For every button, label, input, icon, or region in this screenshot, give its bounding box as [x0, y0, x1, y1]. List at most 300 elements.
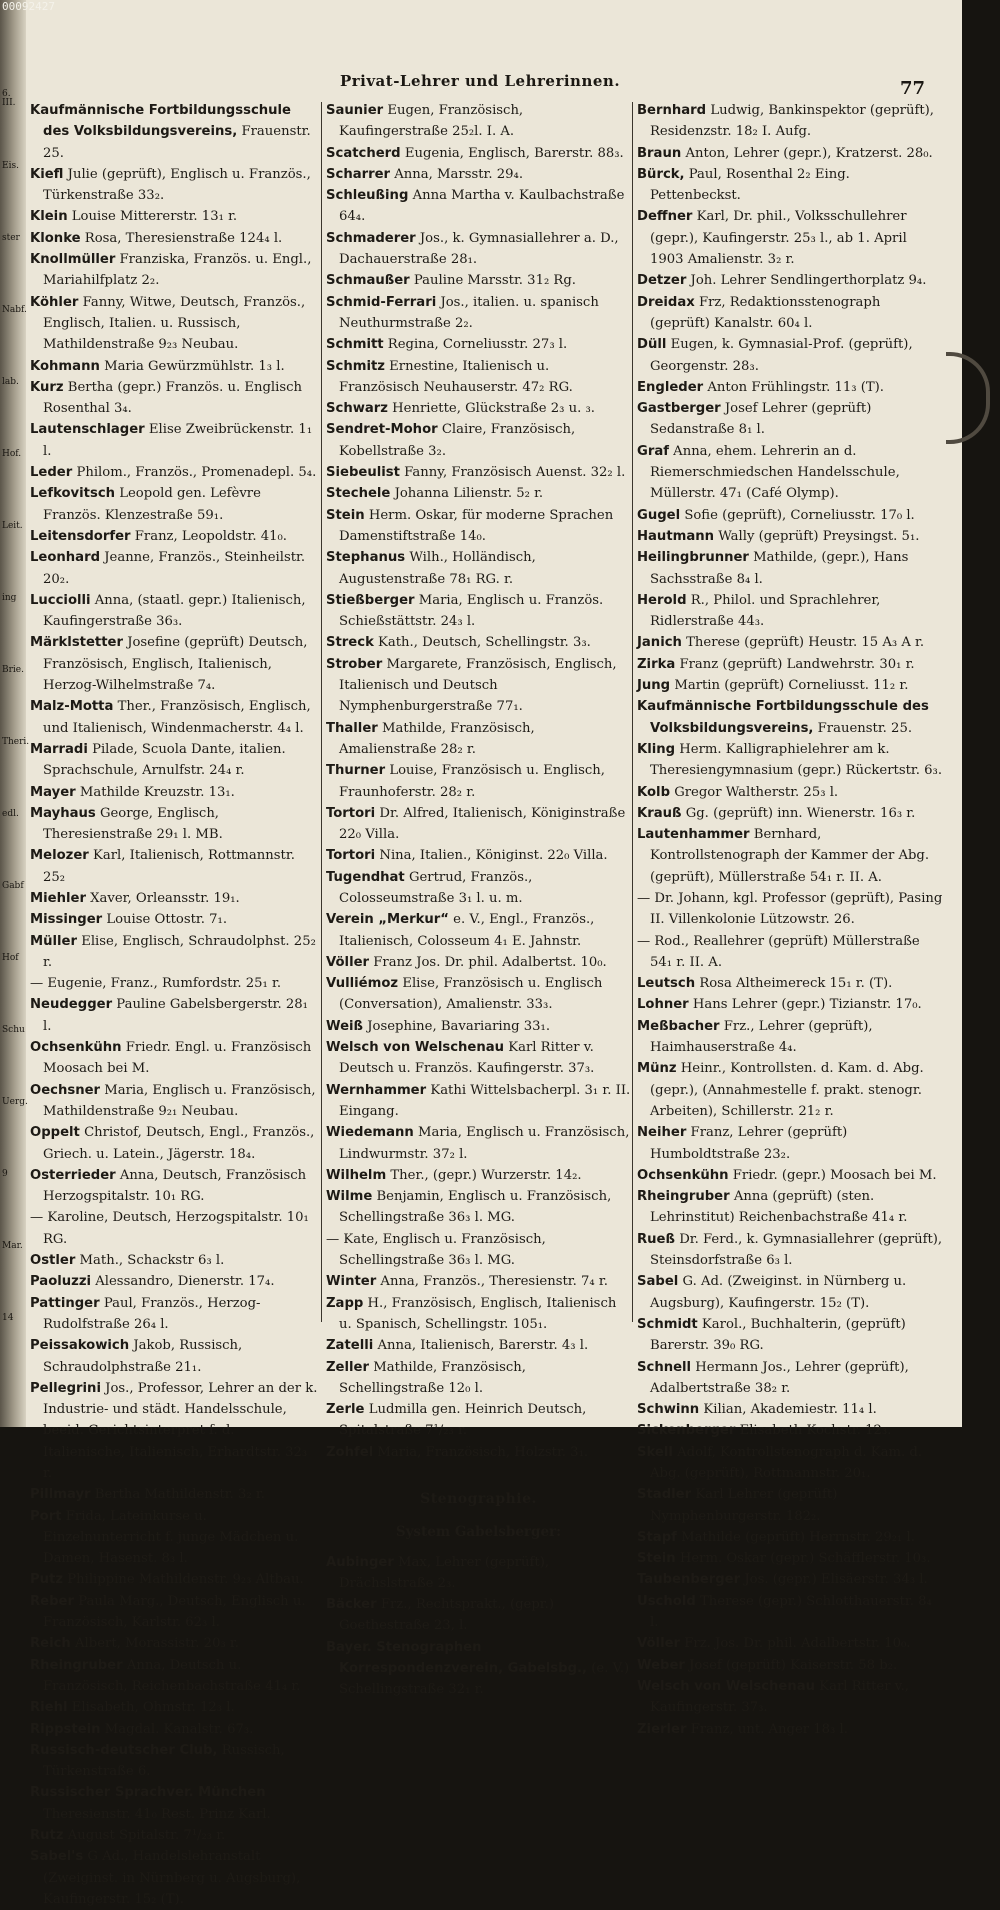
entry-name: Wilme — [326, 1189, 373, 1205]
entry-name: Pellegrini — [30, 1380, 101, 1396]
entry-name: Heilingbrunner — [637, 550, 749, 566]
entry-details: Herm. Oskar, für moderne Sprachen Damenstiftstraße 14₀. — [339, 507, 614, 544]
entry-details: Anna, Deutsch u. Französisch, Reichenbachstraße 41₄ r. — [43, 1657, 301, 1694]
entry-name: Tortori — [326, 848, 376, 864]
entry-name: Tugendhat — [326, 869, 405, 885]
gutter-fragment: Gabf — [2, 881, 24, 891]
entry-name: Rheingruber — [30, 1657, 123, 1673]
entry-details: Philom., Französ., Promenadepl. 5₄. — [76, 465, 317, 481]
entry-details: Kathi Wittelsbacherpl. 3₁ r. II. Eingang. — [339, 1082, 631, 1119]
entry-details: Rosa, Theresienstraße 124₄ l. — [84, 230, 283, 246]
entry-name: Kohmann — [30, 358, 100, 374]
entry-details: Gertrud, Französ., Colosseumstraße 3₁ l. u. m. — [339, 869, 533, 906]
directory-entry — [30, 888, 320, 909]
entry-name: Kolb — [637, 784, 671, 800]
entry-name: Melozer — [30, 848, 89, 864]
directory-entry — [637, 526, 943, 547]
entry-details: Math., Schackstr 6₃ l. — [79, 1253, 225, 1269]
directory-entry — [326, 1080, 631, 1123]
entry-details: Rosa Altheimereck 15₁ r. (T). — [699, 976, 893, 992]
entry-name: Lautenschlager — [30, 422, 145, 438]
entry-name: Schmitt — [326, 337, 384, 353]
entry-details: Gregor Waltherstr. 25₃ l. — [674, 784, 839, 800]
page-number: 77 — [900, 78, 926, 99]
directory-entry — [326, 398, 631, 419]
entry-name: Russischer Sprachver. München — [30, 1785, 266, 1801]
entry-details: Anna Martha v. Kaulbachstraße 64₄. — [339, 188, 625, 225]
directory-entry — [30, 377, 320, 420]
entry-name: Ochsenkühn — [30, 1040, 122, 1056]
directory-entry — [326, 1229, 631, 1272]
directory-entry — [637, 590, 943, 633]
directory-entry — [637, 931, 943, 974]
entry-name: Klonke — [30, 230, 81, 246]
entry-name: Putz — [30, 1572, 64, 1588]
gutter-fragment: Nabf. — [2, 305, 27, 315]
directory-entry — [30, 931, 320, 974]
entry-name: Peissakowich — [30, 1338, 130, 1354]
column-1 — [30, 100, 320, 1910]
entry-name: Meßbacher — [637, 1018, 720, 1034]
directory-entry — [326, 1016, 631, 1037]
directory-entry — [326, 973, 631, 1016]
entry-name: Bayer. Stenographen Korrespondenzverein, Gabelsbg., — [326, 1639, 588, 1677]
entry-details: Regina, Corneliusstr. 27₃ l. — [387, 337, 568, 353]
directory-entry — [30, 803, 320, 846]
directory-entry — [637, 696, 943, 739]
entry-details: Philippine Mathildenstr. 9₂₃ Altbau. — [67, 1572, 304, 1588]
entry-details: Max, Lehrer (geprüft), Drächslstraße 2₃. — [339, 1554, 550, 1591]
entry-name: Rippstein — [30, 1721, 101, 1737]
entry-details: Maria, Englisch u. Französ. Schießstättstr. 24₃ l. — [339, 592, 604, 630]
directory-entry — [326, 462, 631, 483]
entry-name: Köhler — [30, 294, 79, 310]
gutter-fragment: ster — [2, 233, 20, 243]
entry-details: Herm. Oskar (gepr.) Schäfflerstr. 10₃. — [679, 1551, 931, 1567]
column-2-steno-entries — [326, 1552, 631, 1701]
directory-entry — [637, 1591, 943, 1634]
entry-name: Krauß — [637, 805, 682, 821]
entry-name: Stadler — [637, 1487, 692, 1503]
entry-name: Bürck, — [637, 166, 685, 182]
entry-details: — Eugenie, Franz., Rumfordstr. 25₁ r. — [30, 976, 282, 992]
directory-entry — [30, 1697, 320, 1718]
gutter-fragment: Mar. — [2, 1241, 23, 1251]
entry-details: G. Ad. (Zweiginst. in Nürnberg u. Augsburg), Kaufingerstr. 15₂ (T). — [650, 1274, 907, 1311]
entry-details: Nina, Italien., Königinst. 22₀ Villa. — [379, 848, 608, 864]
gutter-fragment: ing — [2, 593, 17, 603]
directory-entry — [326, 1293, 631, 1336]
entry-name: Leitensdorfer — [30, 528, 131, 544]
directory-entry — [30, 1569, 320, 1590]
entry-details: Wilh., Holländisch, Augustenstraße 78₁ RG. r. — [339, 550, 536, 587]
entry-details: G Ad., Handelslehranstalt (Zweiginst. in Nürnberg u. Augsburg), Kaufingerstr. 15₂ (T). — [43, 1849, 301, 1907]
directory-entry — [30, 1122, 320, 1165]
entry-details: Frz, Redaktionsstenograph (geprüft) Kanalstr. 60₄ l. — [650, 294, 881, 331]
entry-details: e. V., Engl., Französ., Italienisch, Colosseum 4₁ E. Jahnstr. — [339, 912, 595, 949]
directory-entry — [326, 952, 631, 973]
entry-name: Aubinger — [326, 1554, 394, 1570]
entry-details: — Rod., Reallehrer (geprüft) Müllerstraße 54₁ r. II. A. — [637, 933, 920, 970]
entry-details: Maria, Englisch u. Französisch, Mathildenstraße 9₂₁ Neubau. — [43, 1082, 316, 1119]
directory-entry — [30, 526, 320, 547]
directory-entry — [326, 1637, 631, 1701]
entry-name: Zierler — [637, 1721, 687, 1737]
entry-name: Streck — [326, 635, 374, 651]
entry-details: — Dr. Johann, kgl. Professor (geprüft), Pasing II. Villenkolonie Lützowstr. 26. — [637, 890, 943, 928]
gutter-fragment: Leit. — [2, 521, 23, 531]
entry-name: Rheingruber — [637, 1189, 730, 1205]
directory-entry — [637, 739, 943, 782]
entry-name: Port — [30, 1508, 62, 1524]
entry-name: Leutsch — [637, 976, 696, 992]
entry-name: Kling — [637, 741, 676, 757]
directory-entry — [637, 1058, 943, 1122]
directory-entry — [326, 1594, 631, 1637]
directory-entry — [30, 1080, 320, 1123]
entry-details: Sofie (geprüft), Corneliusstr. 17₀ l. — [684, 507, 915, 523]
entry-details: Paul, Französ., Herzog-Rudolfstraße 26₄ l. — [43, 1295, 261, 1332]
directory-entry — [30, 1335, 320, 1378]
entry-details: Maria Gewürzmühlstr. 1₃ l. — [104, 358, 285, 374]
gutter-fragment: Brie. — [2, 665, 24, 675]
entry-details: Pauline Marsstr. 31₂ Rg. — [413, 273, 576, 289]
entry-name: Müller — [30, 933, 77, 949]
entry-name: Reber — [30, 1593, 74, 1609]
entry-name: Stechele — [326, 486, 391, 502]
directory-entry — [637, 1165, 943, 1186]
column-rule — [632, 102, 633, 1322]
entry-details: Kilian, Akademiestr. 11₄ l. — [703, 1402, 877, 1418]
entry-details: H., Französisch, Englisch, Italienisch u. Spanisch, Schellingstr. 105₁. — [339, 1295, 617, 1332]
directory-entry — [30, 292, 320, 356]
entry-details: Russisch, Türkenstraße 6. — [43, 1742, 285, 1780]
gutter-fragment: 6. III. — [2, 89, 16, 108]
entry-details: Elise, Französisch u. Englisch (Conversation), Amalienstr. 33₃. — [339, 976, 603, 1013]
entry-details: Eugen, k. Gymnasial-Prof. (geprüft), Georgenstr. 28₃. — [650, 337, 913, 374]
entry-name: Schnell — [637, 1359, 692, 1375]
directory-entry — [30, 1719, 320, 1740]
directory-entry — [326, 632, 631, 653]
entry-details: Anna, Marsstr. 29₄. — [394, 166, 524, 182]
gutter-fragment: 9 — [2, 1169, 8, 1179]
directory-entry — [30, 419, 320, 462]
entry-name: Zirka — [637, 656, 676, 672]
directory-entry — [30, 1271, 320, 1292]
entry-details: Dr. Ferd., k. Gymnasiallehrer (geprüft), Steinsdorfstraße 6₃ l. — [650, 1231, 943, 1269]
directory-entry — [637, 1633, 943, 1654]
entry-details: R., Philol. und Sprachlehrer, Ridlerstraße 44₃. — [650, 592, 881, 630]
entry-name: Gugel — [637, 507, 681, 523]
directory-entry — [637, 1357, 943, 1400]
directory-entry — [30, 696, 320, 739]
column-2-entries — [326, 100, 631, 1463]
directory-entry — [30, 994, 320, 1037]
entry-details: Franz (geprüft) Landwehrstr. 30₁ r. — [679, 656, 915, 672]
entry-name: Russisch-deutscher Club, — [30, 1742, 218, 1758]
entry-name: Oechsner — [30, 1082, 101, 1098]
directory-entry — [326, 867, 631, 910]
gutter-fragment: Eis. — [2, 161, 19, 171]
entry-name: Missinger — [30, 912, 103, 928]
entry-details: Christof, Deutsch, Engl., Französ., Griech. u. Latein., Jägerstr. 18₄. — [43, 1125, 315, 1162]
directory-entry — [326, 419, 631, 462]
entry-details: Friedr. Engl. u. Französisch Moosach bei M. — [43, 1040, 312, 1077]
directory-entry — [637, 334, 943, 377]
entry-details: Franz, Lehrer (geprüft) Humboldtstraße 23₂. — [650, 1125, 848, 1162]
section-subheading: System Gabelsberger: — [395, 1524, 562, 1541]
entry-name: Taubenberger — [637, 1572, 741, 1588]
entry-name: Zohfel — [326, 1444, 374, 1460]
directory-entry — [637, 398, 943, 441]
directory-entry — [30, 206, 320, 227]
directory-entry — [637, 1676, 943, 1719]
entry-name: Skell — [637, 1444, 673, 1460]
directory-entry — [30, 1740, 320, 1783]
directory-entry — [326, 185, 631, 228]
gutter-fragment: lab. — [2, 377, 19, 387]
entry-name: Münz — [637, 1061, 677, 1077]
page-id: 00092427 — [2, 0, 55, 13]
directory-entry — [30, 1825, 320, 1846]
directory-entry — [30, 632, 320, 696]
gutter-fragment: edl. — [2, 809, 19, 819]
directory-entry — [637, 973, 943, 994]
directory-entry — [326, 1357, 631, 1400]
column-rule — [321, 102, 322, 1322]
entry-details: Jos., Professor, Lehrer an der k. Industrie- und städt. Handelsschule, beeid. Gerichtsinterpret f. d. Italienische, Italienisch, Erhardtstr. 32₃ r. — [43, 1380, 318, 1481]
entry-details: Frz., Lehrer (geprüft), Haimhauserstraße 4₄. — [650, 1018, 873, 1056]
directory-entry — [326, 483, 631, 504]
gutter-fragment: Uerg. — [2, 1097, 28, 1107]
entry-details: Anna, Deutsch, Französisch Herzogspitalstr. 10₁ RG. — [43, 1167, 307, 1205]
entry-details: Karl, Dr. phil., Volksschullehrer (gepr.), Kaufingerstr. 25₃ l., ab 1. April 1903 Amalienstr. 3₂ r. — [650, 209, 907, 268]
directory-entry — [637, 377, 943, 398]
directory-entry — [326, 1037, 631, 1080]
entry-details: Wally (geprüft) Preysingst. 5₁. — [718, 528, 920, 544]
entry-details: Herm. Kalligraphielehrer am k. Theresiengymnasium (gepr.) Rückertstr. 6₃. — [650, 741, 943, 779]
entry-details: Franz Jos. Dr. phil. Adalbertst. 10₀. — [373, 954, 607, 970]
directory-entry — [30, 1378, 320, 1484]
entry-name: Sendret-Mohor — [326, 422, 438, 438]
entry-details: Kath., Deutsch, Schellingstr. 3₃. — [378, 635, 591, 651]
entry-name: Bernhard — [637, 103, 707, 118]
directory-entry — [637, 1655, 943, 1676]
directory-entry — [637, 100, 943, 143]
directory-entry — [326, 1335, 631, 1356]
entry-name: Schmitz — [326, 358, 385, 374]
directory-entry — [326, 654, 631, 718]
entry-details: Anton Frühlingstr. 11₃ (T). — [707, 379, 885, 395]
entry-name: Lefkovitsch — [30, 486, 116, 502]
directory-entry — [326, 760, 631, 803]
entry-name: Schleußing — [326, 188, 409, 204]
entry-name: Kiefl — [30, 166, 64, 182]
entry-details: Albert, Morassistr. 20₃ r. — [75, 1636, 239, 1652]
entry-name: Thaller — [326, 720, 378, 736]
entry-details: Magdal. Kanalstr. 67₃. — [104, 1721, 254, 1737]
directory-entry — [326, 590, 631, 633]
entry-details: Karol., Buchhalterin, (geprüft) Barerstr. 39₀ RG. — [650, 1316, 906, 1354]
directory-entry — [637, 292, 943, 335]
directory-entry — [30, 973, 320, 994]
entry-details: Mathilde, (gepr.), Hans Sachsstraße 8₄ l. — [650, 550, 909, 587]
directory-entry — [637, 1548, 943, 1569]
entry-details: Jos., k. Gymnasiallehrer a. D., Dachauerstraße 28₁. — [339, 230, 619, 268]
entry-name: Sickenberger — [637, 1423, 736, 1439]
entry-details: Josephine, Bavariaring 33₁. — [367, 1018, 551, 1034]
entry-details: Paula Marg., Deutsch, Englisch u. Französisch, Karlstr. 62₃ l. — [43, 1593, 306, 1631]
entry-details: Mathilde, Französisch, Schellingstraße 12₀ l. — [339, 1359, 526, 1396]
directory-entry — [326, 143, 631, 164]
entry-details: Fanny, Französisch Auenst. 32₂ l. — [404, 465, 626, 481]
directory-entry — [637, 164, 943, 207]
directory-entry — [637, 547, 943, 590]
entry-details: Therese (geprüft) Heustr. 15 A₃ A r. — [686, 635, 925, 651]
entry-name: Neiher — [637, 1125, 687, 1141]
directory-entry — [326, 1442, 631, 1463]
entry-details: Franz, unt. Anger 18₃ l. — [690, 1721, 848, 1737]
directory-entry — [30, 1165, 320, 1208]
entry-name: Stießberger — [326, 592, 415, 608]
entry-name: Welsch von Welschenau — [637, 1678, 816, 1694]
entry-name: Reich — [30, 1636, 71, 1652]
directory-entry — [637, 206, 943, 270]
directory-entry — [30, 249, 320, 292]
entry-details: Elise, Englisch, Schraudolphst. 25₂ r. — [43, 933, 316, 970]
entry-details: Jeanne, Französ., Steinheilstr. 20₂. — [43, 550, 306, 587]
entry-name: Schmaußer — [326, 273, 410, 289]
entry-details: Benjamin, Englisch u. Französisch, Schellingstraße 36₃ l. MG. — [339, 1189, 612, 1226]
entry-details: Xaver, Orleansstr. 19₁. — [90, 890, 240, 906]
entry-name: Scatcherd — [326, 145, 401, 161]
entry-details: Johanna Lilienstr. 5₂ r. — [394, 486, 544, 502]
entry-name: Wiedemann — [326, 1125, 414, 1141]
directory-entry — [326, 505, 631, 548]
directory-entry — [326, 1271, 631, 1292]
entry-details: Hans Lehrer (gepr.) Tizianstr. 17₀. — [692, 997, 922, 1013]
entry-details: Joh. Lehrer Sendlingerthorplatz 9₄. — [690, 273, 927, 289]
directory-entry — [637, 1399, 943, 1420]
directory-entry — [30, 1484, 320, 1505]
directory-entry — [326, 909, 631, 952]
entry-name: Mayer — [30, 784, 76, 800]
directory-entry — [326, 718, 631, 761]
directory-entry — [326, 100, 631, 143]
entry-details: Dr. Alfred, Italienisch, Königinstraße 22₀ Villa. — [339, 805, 626, 843]
entry-details: Friedr. (gepr.) Moosach bei M. — [732, 1167, 937, 1183]
entry-name: Pattinger — [30, 1295, 100, 1311]
entry-name: Janich — [637, 635, 682, 651]
entry-details: Claire, Französisch, Kobellstraße 3₂. — [339, 422, 576, 459]
directory-entry — [637, 1314, 943, 1357]
entry-details: — Karoline, Deutsch, Herzogspitalstr. 10₁ RG. — [30, 1210, 309, 1247]
gutter-fragment: 14 — [2, 1313, 14, 1323]
running-head: Privat-Lehrer und Lehrerinnen. — [339, 72, 621, 90]
directory-entry — [637, 270, 943, 291]
entry-name: Scharrer — [326, 166, 391, 182]
directory-entry — [637, 675, 943, 696]
entry-name: Deffner — [637, 209, 693, 225]
entry-name: Paoluzzi — [30, 1274, 92, 1290]
directory-entry — [326, 1552, 631, 1595]
directory-entry — [30, 1655, 320, 1698]
directory-entry — [30, 1037, 320, 1080]
entry-details: Alessandro, Dienerstr. 17₄. — [95, 1274, 275, 1290]
entry-details: Karl Ritter v., Kaufingerstr. 37₃. — [650, 1678, 909, 1716]
entry-name: Marradi — [30, 741, 88, 757]
directory-entry — [326, 270, 631, 291]
entry-name: Vulliémoz — [326, 976, 399, 992]
entry-name: Ochsenkühn — [637, 1167, 729, 1183]
directory-entry — [637, 143, 943, 164]
entry-name: Lucciolli — [30, 592, 91, 608]
entry-name: Osterrieder — [30, 1167, 116, 1183]
directory-entry — [637, 888, 943, 931]
entry-details: Ludwig, Bankinspektor (geprüft), Residenzstr. 18₂ I. Aufg. — [650, 103, 934, 140]
entry-details: Elise Zweibrückenstr. 1₁ l. — [43, 422, 313, 459]
entry-name: Leonhard — [30, 550, 101, 566]
entry-details: Pauline Gabelsbergerstr. 28₁ l. — [43, 997, 308, 1034]
entry-name: Zatelli — [326, 1338, 374, 1354]
entry-details: — Kate, Englisch u. Französisch, Schellingstraße 36₃ l. MG. — [326, 1231, 546, 1269]
entry-name: Sabel — [637, 1274, 679, 1290]
directory-entry — [326, 292, 631, 335]
entry-name: Graf — [637, 443, 669, 459]
entry-name: Bäcker — [326, 1597, 377, 1613]
entry-details: Ther., Französisch, Englisch, und Italienisch, Windenmacherstr. 4₄ l. — [43, 699, 311, 736]
directory-entry — [326, 228, 631, 271]
directory-entry — [637, 1229, 943, 1272]
entry-details: August Spitalstr. 7¹/₂₃ r. — [67, 1828, 226, 1844]
directory-entry — [30, 845, 320, 888]
directory-entry — [30, 1633, 320, 1654]
directory-entry — [326, 803, 631, 846]
entry-details: Frz. Jos. Dr. phil. Adalbertstr. 10₀. — [684, 1636, 911, 1652]
entry-name: Völler — [637, 1636, 681, 1652]
directory-entry — [30, 228, 320, 249]
entry-name: Zapp — [326, 1295, 364, 1311]
directory-entry — [30, 1207, 320, 1250]
directory-entry — [30, 909, 320, 930]
directory-entry — [30, 483, 320, 526]
directory-entry — [30, 1506, 320, 1570]
entry-name: Kaufmännische Fortbildungsschule des Volksbildungsvereins, — [30, 103, 292, 140]
entry-details: Bernhard, Kontrollstenograph der Kammer der Abg. (geprüft), Müllerstraße 54₁ r. II. A. — [650, 827, 930, 885]
directory-entry — [30, 1250, 320, 1271]
entry-details: Karl, Italienisch, Rottmannstr. 25₂ — [43, 848, 295, 885]
entry-name: Miehler — [30, 890, 86, 906]
entry-details: Margarete, Französisch, Englisch, Italienisch und Deutsch Nymphenburgerstraße 77₁. — [339, 656, 617, 715]
entry-details: Ernestine, Italienisch u. Französisch Neuhauserstr. 47₂ RG. — [339, 358, 573, 395]
entry-details: Ludmilla gen. Heinrich Deutsch, Spitalstraße 7¹/₂₃ r. — [339, 1402, 587, 1439]
directory-entry — [30, 739, 320, 782]
entry-name: Verein „Merkur“ — [326, 912, 449, 928]
directory-entry — [326, 356, 631, 399]
gutter-fragment: Hof. — [2, 449, 22, 459]
directory-entry — [637, 824, 943, 888]
entry-name: Uschold — [637, 1593, 696, 1609]
directory-entry — [30, 100, 320, 164]
entry-name: Stein — [326, 507, 365, 523]
directory-entry — [637, 1719, 943, 1740]
entry-name: Malz-Motta — [30, 699, 114, 715]
entry-details: Anton, Lehrer (gepr.), Kratzerst. 28₀. — [685, 145, 933, 161]
entry-details: Elisabeth Kochstr. 12₃. — [739, 1423, 892, 1439]
entry-name: Strober — [326, 656, 383, 672]
directory-entry — [326, 845, 631, 866]
entry-name: Schmid-Ferrari — [326, 294, 437, 310]
